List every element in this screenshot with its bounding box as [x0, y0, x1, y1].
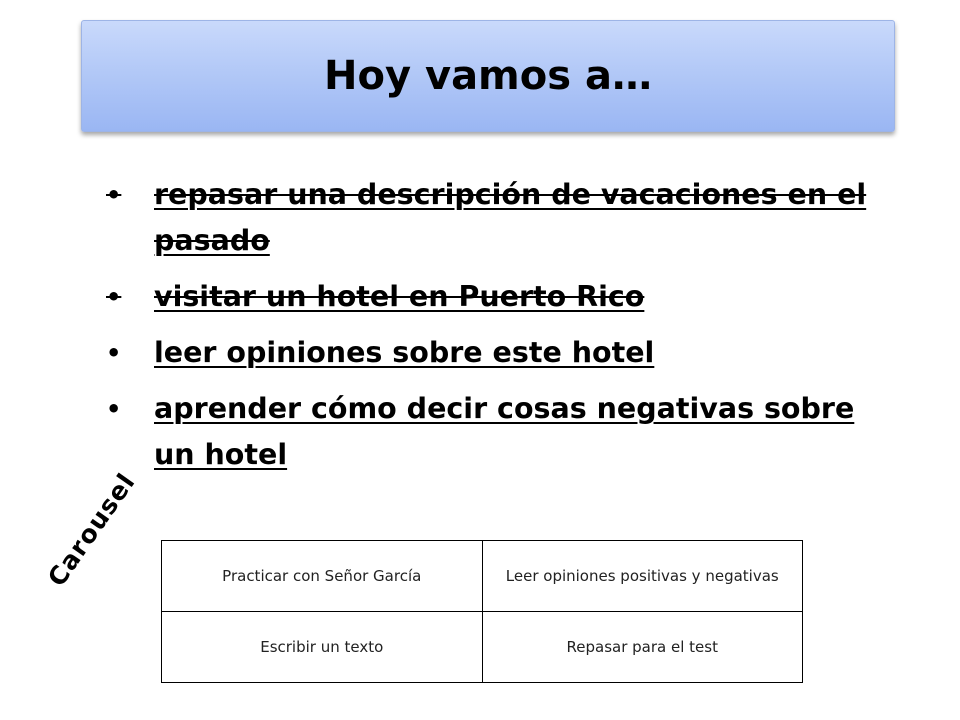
agenda-list [100, 172, 880, 488]
grid-row [162, 612, 803, 683]
agenda-item [100, 386, 880, 478]
agenda-item-text: visitar un hotel en Puerto Rico [154, 280, 645, 313]
agenda-item-text: repasar una descripción de vacaciones en el pasado [154, 178, 867, 257]
title-banner [81, 20, 895, 132]
bullet-icon: • [106, 181, 122, 209]
carousel-label: Carousel [42, 467, 141, 592]
carousel-grid [161, 540, 803, 683]
grid-cell: Leer opiniones positivas y negativas [482, 541, 803, 612]
bullet-icon: • [106, 339, 122, 367]
agenda-item [100, 330, 880, 376]
agenda-item-text: aprender cómo decir cosas negativas sobre un hotel [154, 392, 855, 471]
agenda-item-text: leer opiniones sobre este hotel [154, 336, 655, 369]
grid-cell: Repasar para el test [482, 612, 803, 683]
bullet-icon: • [106, 395, 122, 423]
grid-row [162, 541, 803, 612]
agenda-item [100, 172, 880, 264]
bullet-icon: • [106, 283, 122, 311]
agenda-item [100, 274, 880, 320]
grid-cell: Escribir un texto [162, 612, 483, 683]
slide-title: Hoy vamos a… [324, 53, 652, 99]
grid-cell: Practicar con Señor García [162, 541, 483, 612]
